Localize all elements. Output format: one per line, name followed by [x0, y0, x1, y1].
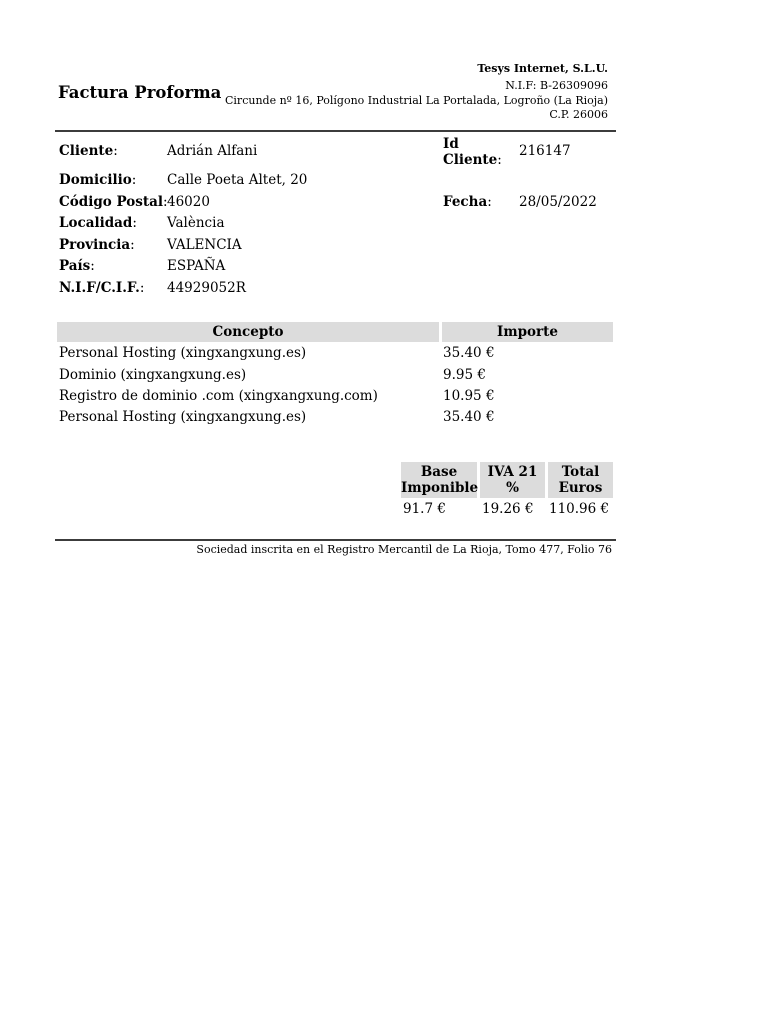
provincia-label: Provincia: — [59, 237, 135, 253]
pais-label: País: — [59, 258, 95, 274]
codigo-postal-value: 46020 — [167, 194, 210, 210]
fecha-value: 28/05/2022 — [519, 194, 597, 210]
item-amount: 9.95 € — [443, 367, 486, 383]
concept-column-header: Concepto — [57, 322, 439, 342]
company-info — [225, 60, 608, 122]
item-concept: Registro de dominio .com (xingxangxung.com) — [59, 388, 378, 404]
nif-cif-label: N.I.F/C.I.F.: — [59, 280, 145, 296]
item-concept: Personal Hosting (xingxangxung.es) — [59, 409, 307, 425]
registry-footer: Sociedad inscrita en el Registro Mercantil de La Rioja, Tomo 477, Folio 76 — [196, 543, 612, 556]
nif-cif-value: 44929052R — [167, 280, 246, 296]
company-name: Tesys Internet, S.L.U. — [477, 62, 608, 75]
total-euros-header: Total Euros — [548, 462, 613, 498]
item-amount: 35.40 € — [443, 409, 495, 425]
company-nif: N.I.F: B-26309096 — [505, 79, 608, 92]
cliente-label: Cliente: — [59, 143, 118, 159]
item-concept: Personal Hosting (xingxangxung.es) — [59, 345, 307, 361]
localidad-value: València — [167, 215, 225, 231]
pais-value: ESPAÑA — [167, 258, 226, 274]
base-imponible-header: Base Imponible — [401, 464, 479, 496]
company-address: Circunde nº 16, Polígono Industrial La Portalada, Logroño (La Rioja) — [225, 94, 608, 107]
fecha-label: Fecha: — [443, 194, 492, 210]
cliente-value: Adrián Alfani — [167, 143, 258, 159]
iva-header: IVA 21 % — [480, 462, 545, 498]
item-concept: Dominio (xingxangxung.es) — [59, 367, 247, 383]
footer-divider — [55, 539, 616, 541]
id-cliente-value: 216147 — [519, 143, 571, 159]
id-cliente-label: Id Cliente: — [443, 136, 502, 168]
total-value: 110.96 € — [549, 501, 610, 517]
provincia-value: VALENCIA — [167, 237, 242, 253]
amount-column-header: Importe — [442, 322, 613, 342]
item-amount: 10.95 € — [443, 388, 495, 404]
domicilio-value: Calle Poeta Altet, 20 — [167, 172, 308, 188]
company-postal-code: C.P. 26006 — [549, 108, 608, 121]
base-imponible-value: 91.7 € — [403, 501, 446, 517]
header-divider — [55, 130, 616, 132]
iva-value: 19.26 € — [482, 501, 534, 517]
codigo-postal-label: Código Postal: — [59, 194, 168, 210]
localidad-label: Localidad: — [59, 215, 137, 231]
page-title: Factura Proforma — [58, 83, 222, 102]
domicilio-label: Domicilio: — [59, 172, 137, 188]
item-amount: 35.40 € — [443, 345, 495, 361]
